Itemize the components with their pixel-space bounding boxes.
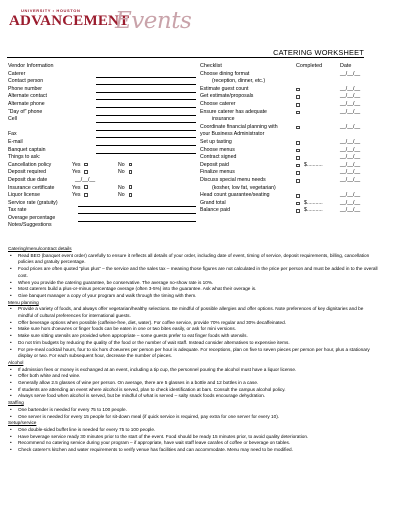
completed-checkbox[interactable] [296, 149, 300, 153]
checklist-label: Ensure caterer has adequate [200, 108, 267, 115]
vendor-information-column [8, 63, 198, 230]
vendor-field-row [8, 215, 198, 223]
checklist-label: Balance paid [200, 207, 230, 214]
date-field[interactable]: __/__/__ [340, 123, 361, 130]
date-field[interactable]: __/__/__ [340, 138, 361, 145]
yes-no-row [8, 162, 198, 170]
checklist-item [200, 162, 370, 170]
checklist-item [200, 200, 370, 208]
section-heading: Alcohol [8, 359, 24, 365]
checklist-item [200, 101, 370, 109]
date-field[interactable]: __/__/__ [340, 100, 361, 107]
date-field[interactable]: __/__/__ [340, 154, 361, 161]
section-heading: Staffing [8, 400, 24, 406]
checklist-item [200, 116, 370, 124]
checklist-label: Deposit paid [200, 161, 229, 168]
notes-label: Notes/Suggestions [8, 222, 52, 229]
notes-row [8, 222, 198, 230]
checklist-item [200, 78, 370, 86]
guideline-bullet: • If students are attending an event where alcohol is served, plan to check identification at bars. Consult the campus alcohol policy. [8, 387, 378, 394]
checkbox[interactable] [84, 170, 88, 174]
date-field[interactable]: __/__/__ [340, 108, 361, 115]
vendor-field-row [8, 147, 198, 155]
date-heading: Date [340, 63, 352, 69]
completed-checkbox[interactable] [296, 209, 300, 213]
checklist-item [200, 185, 370, 193]
completed-checkbox[interactable] [296, 171, 300, 175]
yes-option: Yes [72, 192, 88, 200]
yes-no-row [8, 177, 198, 185]
checklist-item [200, 93, 370, 101]
checkbox[interactable] [129, 170, 133, 174]
amount-field[interactable]: $........... [304, 207, 323, 214]
section-heading: Menu planning [8, 299, 39, 305]
guideline-bullet: • Give banquet manager a copy of your program and walk through the timing with them. [8, 293, 378, 300]
vendor-field-row [8, 124, 198, 132]
date-field[interactable]: __/__/__ [340, 93, 361, 100]
completed-checkbox[interactable] [296, 111, 300, 115]
checklist-label: Choose menus [200, 146, 235, 153]
checklist-item [200, 207, 370, 215]
checkbox[interactable] [129, 163, 133, 167]
field-label: “Day of” phone [8, 108, 43, 115]
yes-no-row [8, 169, 198, 177]
no-option: No [118, 185, 132, 193]
vendor-field-row [8, 116, 198, 124]
checklist-item [200, 192, 370, 200]
date-field[interactable]: __/__/__ [340, 161, 361, 168]
vendor-field-row [8, 207, 198, 215]
completed-heading: Completed [296, 63, 323, 69]
guideline-bullet: • When you provide the catering guarantee, be conservative. The average no-show rate is 10%. [8, 280, 378, 287]
date-field[interactable]: __/__/__ [340, 207, 361, 214]
vendor-field-row [8, 78, 198, 86]
no-option: No [118, 192, 132, 200]
checklist-item [200, 131, 370, 139]
checklist-title: Checklist [200, 63, 222, 69]
field-label: Overage percentage [8, 214, 56, 221]
checklist-label: (kosher, low fat, vegetarian) [212, 184, 276, 191]
vendor-field-row [8, 200, 198, 208]
completed-checkbox[interactable] [296, 88, 300, 92]
checkbox[interactable] [84, 193, 88, 197]
guideline-bullet: • Do not trim budgets by reducing the quality of the food or the number of wait staff. Instead consider alternatives to expensive items. [8, 340, 378, 347]
guideline-bullet: • If admission fees or money is exchanged at an event, including a tip cup, the personnel pouring the alcohol must have a liquor license. [8, 367, 378, 374]
checkbox[interactable] [84, 163, 88, 167]
checklist-item [200, 139, 370, 147]
advancement-events-logo [7, 8, 192, 48]
date-field[interactable]: __/__/__ [340, 192, 361, 199]
page-title: CATERING WORKSHEET [273, 48, 364, 57]
guideline-bullet: • One server is needed for every 15 people for sit-down meal (if quick service is required, pay extra for one server for every 10). [8, 414, 378, 421]
no-option: No [118, 169, 132, 177]
checklist-label: Discuss special menu needs [200, 176, 266, 183]
guideline-bullet: • One double-sided buffet line is needed for every 75 to 100 people. [8, 427, 378, 434]
completed-checkbox[interactable] [296, 179, 300, 183]
checkbox[interactable] [129, 185, 133, 189]
date-field[interactable]: __/__/__ [340, 176, 361, 183]
vendor-field-row [8, 131, 198, 139]
field-label: Banquet captain [8, 146, 46, 153]
field-label: Phone number [8, 85, 43, 92]
guideline-bullet: • Provide a variety of foods, and always offer vegetarian/healthy selections. Be mindful of possible allergies and offer options. Note preferences of key dignitaries and be mindful of cultural preferences for international guests. [8, 306, 378, 319]
vendor-information-header [8, 63, 198, 71]
guideline-bullet: • Generally allow 2.5 glasses of wine per person. On average, there are 5 glasses in a bottle and 12 bottles in a case. [8, 380, 378, 387]
checklist-item [200, 86, 370, 94]
guideline-bullet: • Make sure hors d’oeuvres or finger foods can be eaten in one or two bites easily, or ask for mini versions. [8, 326, 378, 333]
checklist-label: Contract signed [200, 154, 237, 161]
logo-university: UNIVERSITY • HOUSTON [21, 8, 81, 13]
field-label: Deposit due date [8, 176, 48, 183]
yes-option: Yes [72, 162, 88, 170]
vendor-field-row [8, 101, 198, 109]
date-field[interactable]: __/__/__ [340, 70, 361, 77]
checklist-label: your Business Administrator [200, 131, 265, 138]
date-placeholder[interactable]: __/__/__ [75, 176, 96, 183]
field-label: Contact person [8, 78, 44, 85]
checklist-label: Finalize menus [200, 169, 235, 176]
checklist-label: Estimate guest count [200, 85, 249, 92]
field-label: Service rate (gratuity) [8, 199, 58, 206]
completed-checkbox[interactable] [296, 202, 300, 206]
vendor-field-row [8, 109, 198, 117]
no-option: No [118, 162, 132, 170]
field-label: Fax [8, 131, 17, 138]
logo-advancement: ADVANCEMENT [9, 13, 130, 29]
guideline-bullet: • Always serve food when alcohol is served, but be mindful of what is served – salty snack foods encourage dehydration. [8, 393, 378, 400]
checklist-label: insurance [212, 116, 235, 123]
checkbox[interactable] [129, 193, 133, 197]
guideline-bullet: • Read BEO (banquet event order) carefully to ensure it reflects all details of your order, including date of event, timing of service, deposit requirements, billing, cancellation policies and gratuity percentage. [8, 253, 378, 266]
field-label: Cancellation policy [8, 161, 52, 168]
yes-option: Yes [72, 185, 88, 193]
title-divider [7, 57, 364, 58]
date-field[interactable]: __/__/__ [340, 169, 361, 176]
field-label: Deposit required [8, 169, 47, 176]
guideline-bullet: • Most caterers build a plus-or-minus percentage overage (often 3-5%) into the guarantee. Ask what their overage is. [8, 286, 378, 293]
guideline-bullet: • Make sure sitting utensils are provided when appropriate – some guests prefer to eat finger foods with utensils. [8, 333, 378, 340]
checklist-item [200, 71, 370, 79]
field-label: Alternate phone [8, 100, 45, 107]
field-label: Caterer [8, 70, 26, 77]
checklist-column [200, 63, 370, 215]
section-heading: Catering/menu/contract details [8, 246, 72, 251]
field-label: Cell [8, 116, 17, 123]
date-field[interactable]: __/__/__ [340, 146, 361, 153]
amount-field[interactable]: $........... [304, 161, 323, 168]
yes-no-row [8, 185, 198, 193]
completed-checkbox[interactable] [296, 194, 300, 198]
checklist-label: Get estimate/proposals [200, 93, 254, 100]
completed-checkbox[interactable] [296, 141, 300, 145]
checklist-item [200, 124, 370, 132]
completed-checkbox[interactable] [296, 126, 300, 130]
checklist-label: Choose caterer [200, 100, 236, 107]
checklist-item [200, 109, 370, 117]
completed-checkbox[interactable] [296, 103, 300, 107]
guideline-bullet: • Recommend no catering service during your program – if appropriate, have wait staff leave carafes of coffee or beverage on tables. [8, 440, 378, 447]
guideline-bullet: • For pre-meal cocktail hours, four to six hors d’oeuvres per person per hour is adequate. For receptions, plan on five to seven pieces per person per hour, plus a stationary display or two. For each subsequent hour, decrease the number of pieces. [8, 347, 378, 360]
amount-field[interactable]: $........... [304, 199, 323, 206]
catering-guidelines [8, 246, 378, 454]
checklist-label: Head count guarantee/seating [200, 192, 270, 199]
yes-no-row [8, 192, 198, 200]
completed-checkbox[interactable] [296, 95, 300, 99]
section-label: Vendor Information [8, 63, 54, 69]
vendor-field-row [8, 86, 198, 94]
completed-checkbox[interactable] [296, 164, 300, 168]
checklist-item [200, 169, 370, 177]
field-label: Things to ask: [8, 154, 41, 161]
date-field[interactable]: __/__/__ [340, 85, 361, 92]
vendor-field-row [8, 154, 198, 162]
date-field[interactable]: __/__/__ [340, 199, 361, 206]
field-label: E-mail [8, 138, 23, 145]
guideline-bullet: • Offer both white and red wine. [8, 373, 378, 380]
checklist-label: Choose dining format [200, 70, 250, 77]
yes-option: Yes [72, 169, 88, 177]
field-label: Insurance certificate [8, 184, 55, 191]
checklist-label: Coordinate financial planning with [200, 123, 278, 130]
checklist-label: (reception, dinner, etc.) [212, 78, 266, 85]
checklist-item [200, 154, 370, 162]
logo-events: Events [115, 8, 192, 34]
checklist-header [200, 63, 370, 71]
completed-checkbox[interactable] [296, 156, 300, 160]
guideline-bullet: • One bartender is needed for every 75 to 100 people. [8, 407, 378, 414]
checklist-label: Grand total [200, 199, 226, 206]
field-label: Alternate contact [8, 93, 47, 100]
checklist-item [200, 177, 370, 185]
vendor-field-row [8, 93, 198, 101]
checklist-item [200, 147, 370, 155]
guideline-bullet: • Check caterer’s kitchen and water requirements to verify venue has facilities and can accommodate. Menu may need to be modified. [8, 447, 378, 454]
guideline-bullet: • Have beverage service ready 30 minutes prior to the start of the event. Food should be ready 15 minutes prior, to avoid quality deterioration. [8, 434, 378, 441]
vendor-field-row [8, 71, 198, 79]
field-label: Tax rate [8, 207, 27, 214]
checklist-label: Set up tasting [200, 138, 232, 145]
vendor-field-row [8, 139, 198, 147]
guideline-bullet: • Food prices are often quoted “plus plus” – the service and the sales tax – meaning those figures are not calculated in the price per person and must be added in to the overall cost. [8, 266, 378, 279]
guideline-bullet: • Offer beverage options when possible (caffeine-free, diet, water). For coffee service, provide 70% regular and 30% decaffeinated. [8, 320, 378, 327]
checkbox[interactable] [84, 185, 88, 189]
section-heading: Setup/service [8, 420, 37, 426]
field-label: Liquor license [8, 192, 41, 199]
